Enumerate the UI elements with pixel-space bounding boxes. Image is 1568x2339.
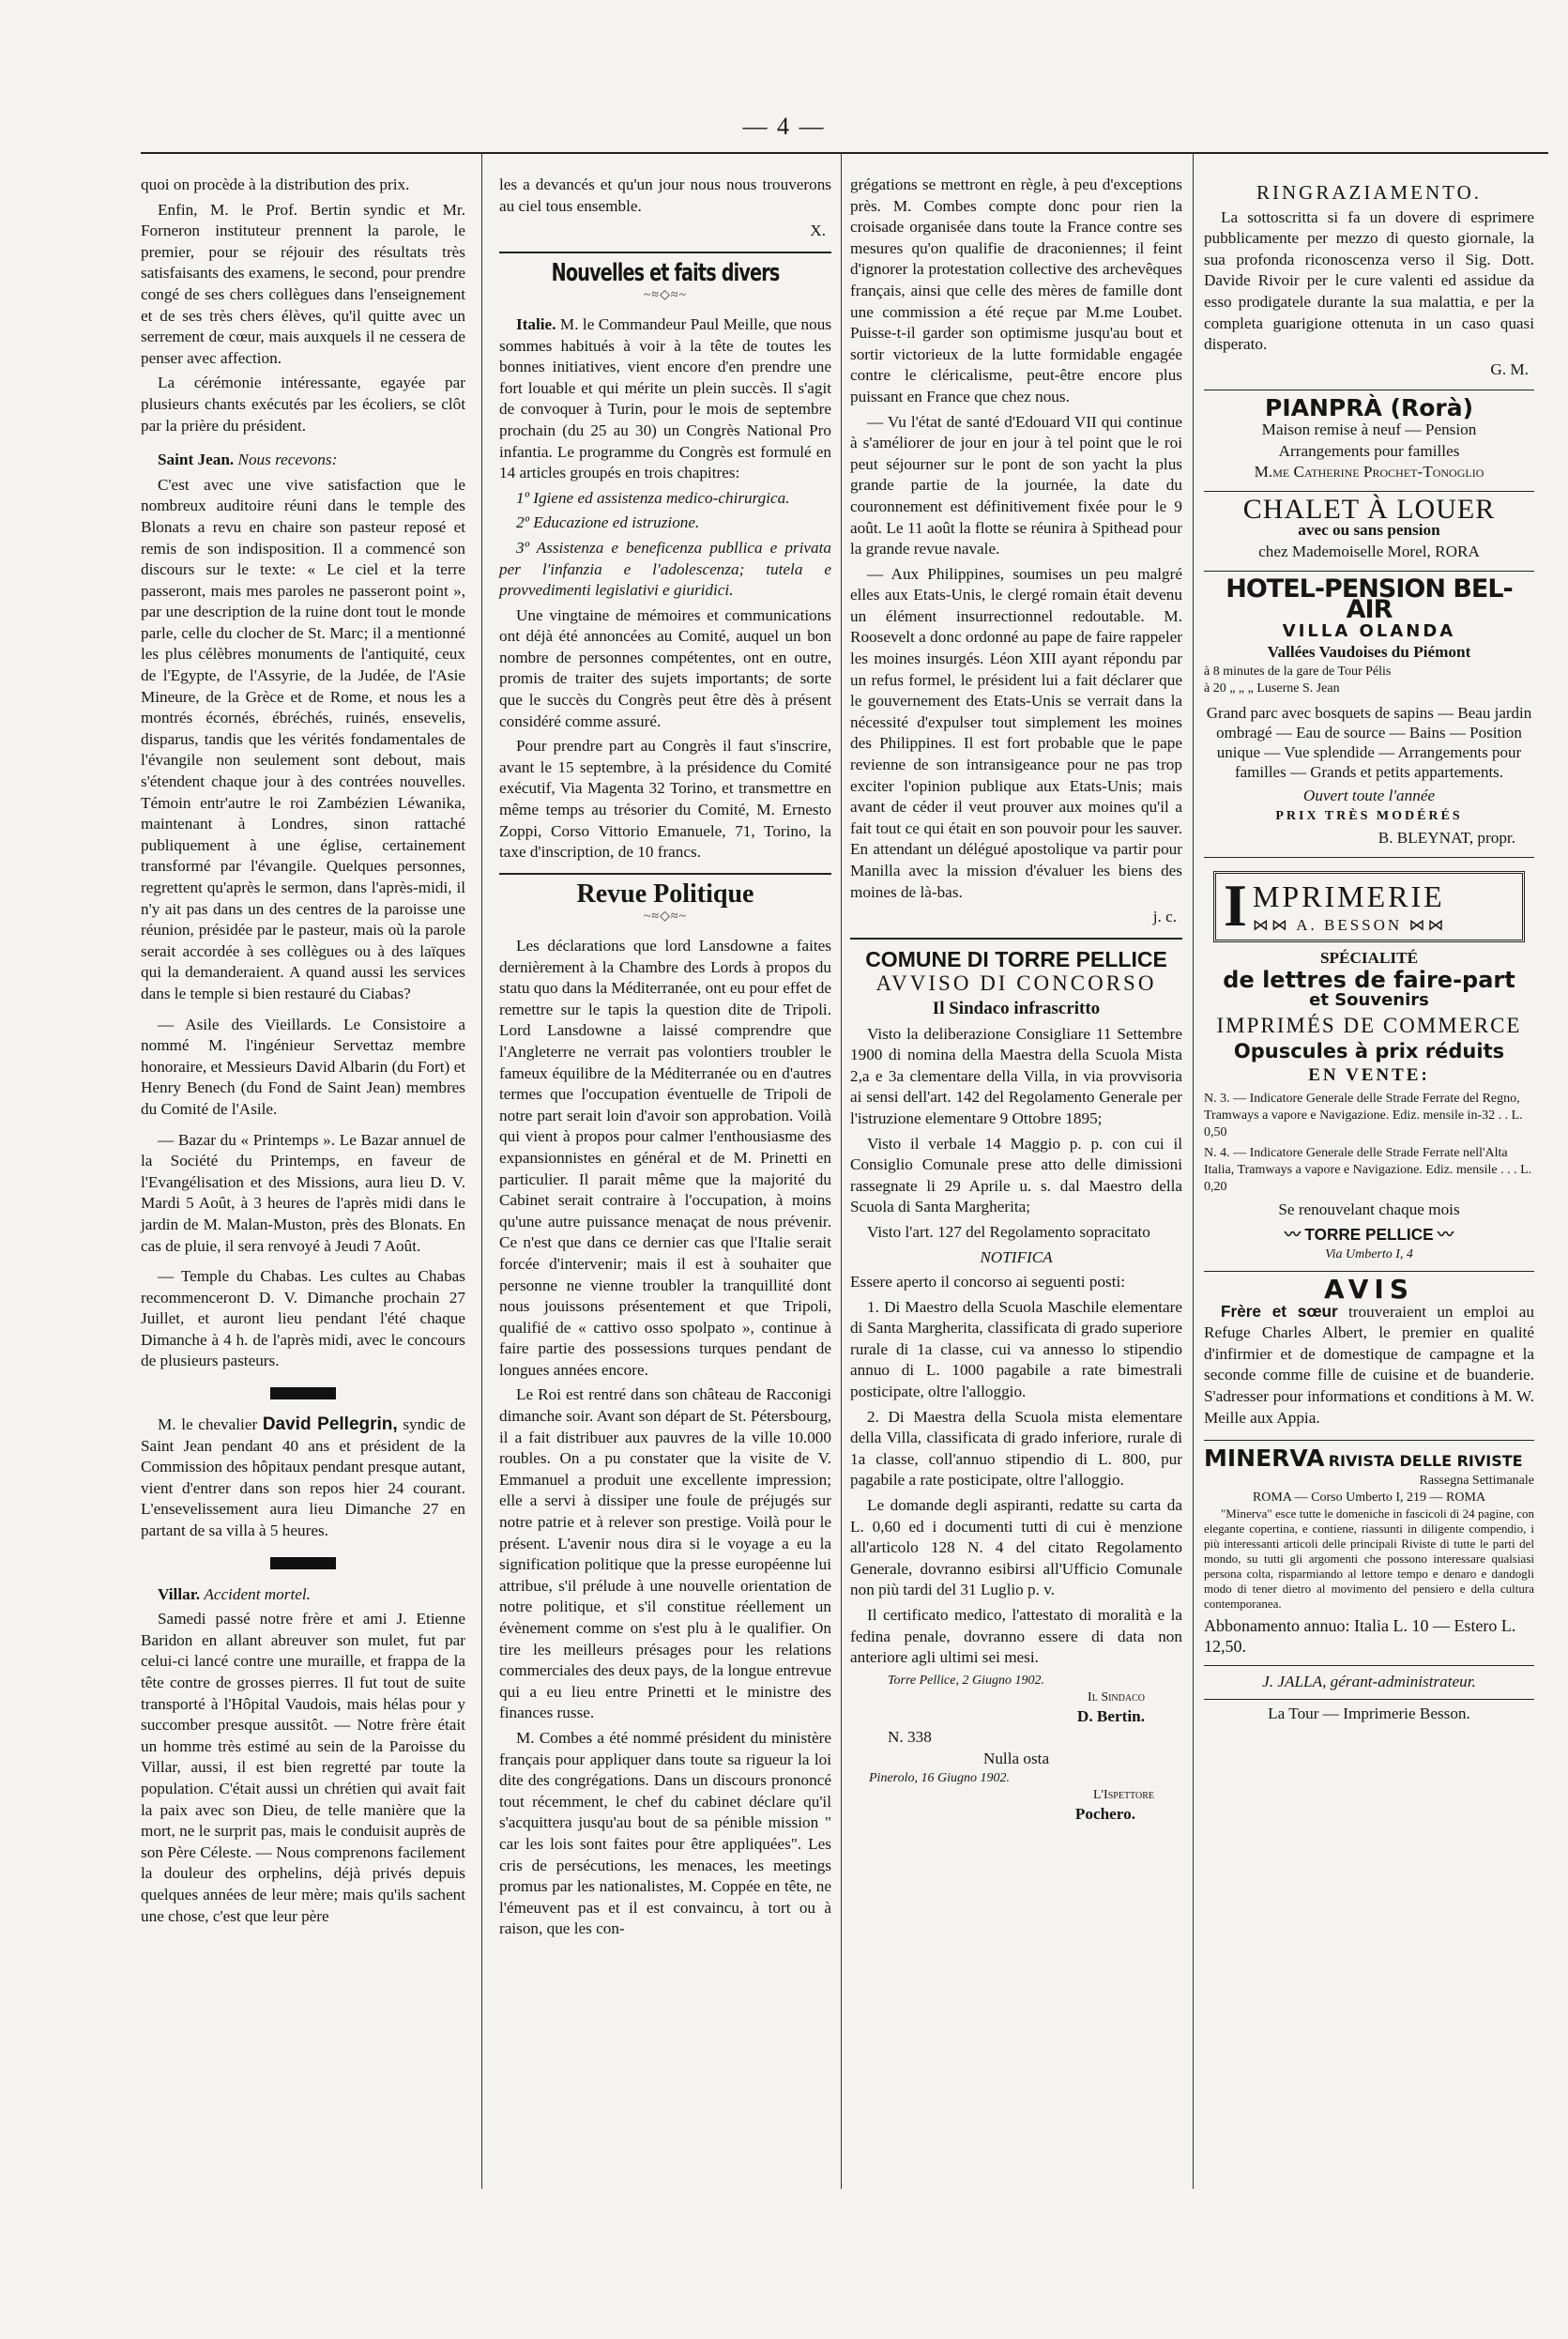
ad-line: avec ou sans pension (1298, 521, 1440, 540)
column-divider (481, 152, 482, 2189)
ad-line: 〰 TORRE PELLICE 〰 (1284, 1225, 1454, 1245)
paragraph: Enfin, M. le Prof. Bertin syndic et Mr. Forneron instituteur prennent la parole, le premier, pour se réjouir des résultats très satisfaisants des examens, le second, pour prendre congé de ses chers collègues dans l'enseignement et de ses très chers élèves, qu'il quitte avec un serrement de cœur, mais auxquels il ne cessera de penser avec affection. (141, 200, 465, 367)
sindaco-label: Il Sindaco (1088, 1689, 1145, 1705)
obit-text: syndic de Saint Jean pendant 40 ans et président de la Commission des hôpitaux pendant presque autant, vient d'entrer dans son repos hier 24 courant. L'ensevelissement aura lieu Dimanche 27 en partant de sa villa à 5 heures. (141, 1415, 466, 1540)
ad-line: à 8 minutes de la gare de Tour Pélis (1204, 664, 1392, 679)
ad-pianpra (1204, 390, 1534, 491)
avviso-title: AVVISO DI CONCORSO (875, 971, 1157, 996)
saint-jean-heading (141, 450, 465, 471)
rule (499, 873, 831, 875)
ad-line: Se renouvelant chaque mois (1278, 1200, 1460, 1218)
date-line: Pinerolo, 16 Giugno 1902. (869, 1770, 1010, 1785)
section-subkicker: Nous recevons: (237, 451, 338, 469)
ad-line: Ouvert toute l'année (1302, 786, 1436, 804)
comune-title: COMUNE DI TORRE PELLICE (865, 946, 1167, 971)
paragraph: les a devancés et qu'un jour nous nous trouverons au ciel tous ensemble. (499, 176, 831, 215)
date-line: Torre Pellice, 2 Giugno 1902. (888, 1673, 1044, 1688)
ad-line: Rassegna Settimanale (1419, 1473, 1534, 1488)
ad-imprimerie (1204, 858, 1534, 1272)
paragraph: M. Combes a été nommé président du ministère français pour appliquer dans toute sa rigueur la loi dite des congrégations. Dans un discours prononcé tout récemment, le chef du cabinet déclare qu'il s'acquittera jusqu'au bout de sa pénible mission " car les lois sont faites pour être appliquées". Les cris de persécutions, les menaces, les meetings promus par les nationalistes, M. Coppée en tête, ne l'émeuvent pas et il est convaincu, à tort ou à raison, que les con- (499, 1728, 831, 1938)
imp-name: ⋈⋈ A. BESSON ⋈⋈ (1252, 915, 1447, 934)
villar-paragraph (141, 1584, 465, 1606)
paragraph: — Vu l'état de santé d'Edouard VII qui continue à s'améliorer de jour en jour à tel point que le roi peut séjourner sur le pont de son yacht la plus grande partie de la journée, la date du couronnement est définitivement fixée pour le 9 août. Le 11 août la flotte se réunira à Spithead pour la grande revue navale. (850, 412, 1182, 558)
column-2 (499, 175, 831, 1944)
paragraph: Les déclarations que lord Lansdowne a faites dernièrement à la Chambre des Lords à propos du statu quo dans la Méditerranée, ont eu pour effet de remettre sur le tapis la question dite de Tripoli. Lord Lansdowne a laissé comprendre que l'Angleterre ne verrait pas volontiers troubler le fameux équilibre de la Méditerranée ou en d'autres termes que l'occupation éventuelle de Tripoli de notre part serait loin d'avoir son approbation. Voilà qui vient à propos pour calmer l'enthousiasme des expansionnistes en général et de M. Prinetti en particulier. Il parait même que la majorité du Cabinet serait contraire à l'occupation, à moins qu'une autre puissance menaçat de nous prévenir. Ce n'est que dans ce dernier cas que l'Italie serait forcée d'intervenir; mais il est à souhaiter que personne ne vienne troubler la tranquillité dont nous jouissons présentement et que Tripoli, qualifié de « cattivo osso spolpato », continue à faire partie des possessions turques pendant de longues années encore. (499, 937, 831, 1379)
ad-line: Vallées Vaudoises du Piémont (1267, 643, 1471, 662)
ornament: ~≈◇≈~ (643, 910, 688, 925)
ad-minerva (1204, 1441, 1534, 1666)
ad-line: de lettres de faire-part (1223, 966, 1515, 993)
list-item: 1º Igiene ed assistenza medico-chirurgica. (516, 488, 790, 507)
imp-initial: I (1224, 871, 1247, 939)
ad-line: à 20 „ „ „ Luserne S. Jean (1204, 680, 1340, 696)
paragraph: Il certificato medico, l'attestato di moralità e la fedina penale, dovranno essere di data non anteriore agli ultimi sei mesi. (850, 1606, 1182, 1667)
ad-avis (1204, 1272, 1534, 1441)
ad-text: La sottoscritta si fa un dovere di esprimere pubblicamente per mezzo di questo giornale, la sua profonda riconoscenza verso il Sig. Dott. Davide Rivoir per le cure valenti ed assidue da esso prodigatele durante la sua malattia, e per la completa guarigione ottenuta in un caso quasi disperato. (1204, 207, 1534, 354)
ad-line: chez Mademoiselle Morel, RORA (1258, 542, 1480, 560)
ad-line: M.me Catherine Prochet-Tonoglio (1254, 463, 1484, 482)
paragraph: — Asile des Vieillards. Le Consistoire a nommé M. l'ingénieur Servettaz membre honoraire, et Messieurs David Albarin (du Fort) et Henry Benech (du Fond de Saint Jean) membres du Comité de l'Asile. (141, 1015, 465, 1118)
ad-line: Opuscules à prix réduits (1233, 1039, 1505, 1062)
paragraph: C'est avec une vive satisfaction que le nombreux auditoire réuni dans le temple des Blonats a revu en chaire son pasteur reposé et remis de son indisposition. Il a commencé son discours sur le texte: « Le ciel et la terre passeront, mais mes paroles ne passeront point », par une description de la ruine dont tout le monde parle, celle du clocher de St. Marc; il a mentionné les plus célèbres monuments de l'antiquité, ceux de l'Egypte, de l'Assyrie, de la Judée, de l'Asie Mineure, de la Grèce et de Rome, et nous les a montrés écornés, ébréchés, ruinés, ensevelis, disparus, tandis que les vérités fondamentales de l'évangile non seulement sont debout, mais s'étendent chaque jour à des contrées nouvelles. Témoin entr'autre le roi Zambézien Léwanika, maintenant à Londres, sinon rattaché publiquement à une église, certainement transformé par l'évangile. Quelques personnes, regrettent qu'après le sermon, dans l'après-midi, il n'y ait pas dans un des centres de la paroisse une réunion, présidée par le pasteur, mais où la parole serait accordée à ses collègues ou à des laïques qui la demanderaient. A quand aussi les services dans le temple si bien restauré du Ciabas? (141, 475, 465, 1002)
paragraph: — Aux Philippines, soumises un peu malgré elles aux Etats-Unis, le clergé romain était devenu un élément insurrectionnel redoutable. M. Roosevelt a donc ordonné au pape de faire rappeler les moines insurgés. Léon XIII ayant répondu par un refus formel, le président lui a fait déclarer que le gouvernement des Etats-Unis se verrait dans la nécessité d'expulser tout simplement les moines des Philippines. Il est fort probable que le pape revienne de son intransigeance pour ne pas trop exciter l'opinion publique aux Etats-Unis; mais avant de céder il veut prouver aux moines qu'il a fait tout ce qui était en son pouvoir pour les sauver. En attendant un délégué apostolique va partir pour Manilla avec la mission d'évaluer les biens des moines de là-bas. (850, 564, 1182, 901)
paragraph: Le domande degli aspiranti, redatte su carta da L. 0,60 ed i documenti tutti di cui è menzione all'articolo 128 N. 4 del citato Regolamento Generale, dovranno esibirsi all'Ufficio Comunale non più tardi del 31 Luglio p. v. (850, 1496, 1182, 1599)
ad-title: RINGRAZIAMENTO. (1256, 181, 1483, 204)
footer-gerant: J. JALLA, gérant-administrateur. (1204, 1666, 1534, 1700)
paragraph: 1. Di Maestro della Scuola Maschile elementare di Santa Margherita, classificata di grado superiore rurale di 1a classe, cui va annesso lo stipendio annuo di L. 1000 pagabile a rate bimestrali posticipate, oltre l'alloggio. (850, 1297, 1182, 1401)
notifica-heading: NOTIFICA (980, 1247, 1053, 1266)
signature: j. c. (1152, 908, 1177, 926)
revue-title: Revue Politique (576, 879, 754, 909)
column-divider (841, 152, 842, 2189)
paragraph: Le Roi est rentré dans son château de Racconigi dimanche soir. Avant son départ de St. Pétersbourg, il a fait distribuer aux pauvres de la ville 10.000 roubles. On a pu constater que la visite de V. Emmanuel a produit une excellente impression; elle a servi à dissiper une foule de préjugés sur notre patrie et à relever son prestige. Voilà pour le présent. L'avenir nous dira si le voyage a eu la signification politique que la presse européenne lui attribue, s'il prélude à une nouvelle orientation de notre politique, et s'il constitue réellement un évènement comme on s'est plu à le qualifier. On tire les meilleurs présages pour les relations commerciales des deux pays, de la longue entrevue qui a eu lieu entre Prinetti et le ministre des finances russe. (499, 1385, 831, 1722)
ispettore-label: L'Ispettore (1092, 1787, 1154, 1802)
paragraph: Visto il verbale 14 Maggio p. p. con cui il Consiglio Comunale prese atto delle dimissioni rassegnate li 29 Aprile u. s. dal Maestro della Scuola di Santa Margherita; (850, 1134, 1182, 1216)
rule (850, 938, 1182, 940)
italie-paragraph: Italie. M. le Commandeur Paul Meille, que nous sommes habitués à voir à la tête de toutes les bonnes initiatives, vient encore d'en prendre une fort louable et qui mérite un plein succès. Il s'agit de convoquer à Turin, pour le mois de septembre prochain (du 25 au 30) un Congrès National Pro infantia. Le programme du Congrès est formulé en 14 articles groupés en trois chapitres: (499, 314, 832, 482)
paragraph: Une vingtaine de mémoires et communications ont déjà été annoncées au Comité, auquel un bon nombre de personnes compétentes, ont en outre, promis de traiter des sujets importants; de sorte que le succès du Congrès peut être dès à présent considéré comme assuré. (499, 605, 831, 730)
ad-line: PRIX TRÈS MODÉRÉS (1275, 809, 1463, 824)
ad-text: "Minerva" esce tutte le domeniche in fascicoli di 24 pagine, con elegante copertina, e contiene, riassunti in diligente compendio, i più interessanti articoli delle principali Riviste di tutte le parti del mondo, su tutti gli argomenti che possono interessare qualsiasi persona colta, risparmiando al lettore tempo e denaro e dandogli modo di tener dietro al movimento del pensiero e della cultura contemporanea. (1204, 1506, 1534, 1611)
signature: G. M. (1490, 359, 1529, 378)
ispettore-name: Pochero. (1074, 1804, 1135, 1823)
obituary (141, 1414, 465, 1542)
ad-line: SPÉCIALITÉ (1319, 949, 1419, 968)
rule (499, 252, 831, 253)
ad-title: HOTEL-PENSION BEL-AIR (1225, 573, 1513, 625)
column-4 (1204, 175, 1534, 1728)
ornament: ~≈◇≈~ (643, 288, 688, 303)
obit-pre: M. le chevalier (158, 1415, 258, 1434)
paragraph: La cérémonie intéressante, egayée par plusieurs chants exécutés par les écoliers, se clôt par la prière du président. (141, 374, 465, 435)
ad-text: N. 3. — Indicatore Generale delle Strade Ferrate del Regno, Tramways a vapore e Navigazione. Ediz. mensile in-32 . . L. 0,50 (1204, 1091, 1523, 1139)
ad-text: Grand parc avec bosquets de sapins — Beau jardin ombragé — Eau de source — Bains — Position unique — Vue splendide — Arrangements pour familles — Grands et petits appartements. (1206, 703, 1532, 781)
ad-line: Maison remise à neuf — Pension (1261, 420, 1477, 438)
list-item: 2º Educazione ed istruzione. (516, 513, 700, 532)
imp-rest: MPRIMERIE (1252, 879, 1445, 913)
page-number: — 4 — (742, 113, 826, 140)
paragraph: — Bazar du « Printemps ». Le Bazar annuel de la Société du Printemps, en faveur de l'Evangélisation et des Missions, aura lieu D. V. Mardi 5 Août, à 3 heures de l'après midi dans le jardin de M. Malan-Muston, près des Blonats. En cas de pluie, il sera renvoyé à Jeudi 7 Août. (141, 1130, 465, 1255)
paragraph: Visto l'art. 127 del Regolamento sopracitato (867, 1222, 1150, 1241)
imprimerie-logo (1213, 871, 1525, 943)
paragraph: — Temple du Chabas. Les cultes au Chabas recommenceront D. V. Dimanche prochain 27 Juillet, et auront lieu pendant l'été chaque Dimanche à 4 h. de l'après midi, avec le concours de plusieurs pasteurs. (141, 1267, 465, 1370)
protocol-number: N. 338 (888, 1728, 932, 1747)
section-kicker: Villar. (158, 1584, 201, 1603)
top-rule (141, 152, 1548, 154)
ad-title: CHALET À LOUER (1242, 493, 1496, 525)
ad-line: Abbonamento annuo: Italia L. 10 — Estero L. 12,50. (1204, 1615, 1516, 1657)
ad-ringraziamento (1204, 175, 1534, 390)
obit-name: David Pellegrin, (262, 1414, 398, 1435)
sindaco-name: D. Bertin. (1076, 1706, 1145, 1725)
paragraph: quoi on procède à la distribution des prix. (141, 176, 410, 193)
paragraph: 2. Di Maestra della Scuola mista elementare della Villa, classificata di grado inferiore, rurale di 1a classe, coll'annuo stipendio di L. 800, pur pagabile a rate posticipate, oltre l'alloggio. (850, 1407, 1182, 1490)
ad-chalet (1204, 492, 1534, 572)
ad-line: B. BLEYNAT, propr. (1378, 829, 1515, 848)
ad-line: Arrangements pour familles (1278, 441, 1460, 460)
ad-line: et Souvenirs (1309, 990, 1429, 1011)
ad-title: PIANPRÀ (Rorà) (1265, 394, 1473, 422)
ad-text: N. 4. — Indicatore Generale delle Strade Ferrate nell'Alta Italia, Tramways a vapore e Navigazione. Ediz. mensile . . . L. 0,20 (1204, 1145, 1532, 1194)
paragraph: Visto la deliberazione Consigliare 11 Settembre 1900 di nomina della Maestra della Scuola Mista 2,a e 3a clementare della Villa, in via provvisoria ai sensi dell'art. 142 del Regolamento Generale per l'istruzione elementare 9 Ottobre 1895; (850, 1024, 1182, 1127)
list-item: 3º Assistenza e beneficenza publlica e privata per l'infanzia e l'adolescenza; tutela e provvedimenti legislativi e giuridici. (499, 538, 831, 600)
paragraph: Essere aperto il concorso ai seguenti posti: (850, 1273, 1126, 1292)
footer-printer: La Tour — Imprimerie Besson. (1268, 1704, 1470, 1722)
column-1 (141, 175, 465, 1931)
section-kicker: Saint Jean. (158, 451, 235, 469)
ad-line: Via Umberto I, 4 (1325, 1247, 1413, 1261)
section-subkicker: Accident mortel. (204, 1584, 311, 1603)
paragraph: Pour prendre part au Congrès il faut s'inscrire, avant le 15 septembre, à la présidence du Comité exécutif, Via Magenta 32 Torino, et transmettre en même temps au trésorier du Comité, M. Ernesto Zoppi, Corso Vittorio Emanuele, 71, Torino, la taxe d'inscription, de 10 francs. (499, 737, 831, 862)
ad-title: AVIS (1323, 1274, 1415, 1305)
nulla-osta: Nulla osta (982, 1749, 1050, 1767)
ad-hotel (1204, 572, 1534, 858)
column-3 (850, 175, 1182, 1825)
ad-line: EN VENTE: (1308, 1065, 1430, 1086)
signature: X. (810, 222, 826, 240)
black-bar (270, 1387, 336, 1399)
paragraph: Samedi passé notre frère et ami J. Etienne Baridon en allant abreuver son mulet, fut par celui-ci lancé contre une muraille, et frappa de la tête contre de grosses pierres. Il fut tout de suite transporté à l'Hôpital Vaudois, mais hélas pour y succomber presque aussitôt. — Notre frère était un homme très estimé au sein de la Paroisse du Villar, aussi, il est bien regretté par toute la population. C'était aussi un chrétien qui avait fait la paix avec son Dieu, de telle manière que la mort, ne le surprit pas, mais le conduisit auprès de son Père Céleste. — Nous comprenons facilement la douleur des orphelins, déjà privés depuis quelques années de leur mère; mais qu'ils sachent une chose, c'est que leur père (141, 1610, 465, 1925)
ad-subtitle: VILLA OLANDA (1282, 620, 1456, 641)
ad-text: Frère et sœur trouveraient un emploi au Refuge Charles Albert, le premier en qualité d'infirmier et de domestique de campagne et la seconde comme fille de cuisine et de buanderie. S'adresser pour informations et conditions à M. W. Meille aux Appia. (1204, 1301, 1535, 1427)
paragraph: grégations se mettront en règle, à peu d'exceptions près. M. Combes compte donc pour rien la croisade organisée dans toute la France contre ses mesures qu'on qualifie de draconiennes; il feint d'ignorer la protestation collective des archevêques français, ainsi que celle des mères de famille dont une commission a été reçue par M.me Loubet. Puisse-t-il garder son optimisme jusqu'au bout et sortir victorieux de la lutte formidable engagée contre le cléricalisme, peut-être encore plus puissant en France que chez nous. (850, 176, 1182, 405)
column-divider (1193, 152, 1194, 2189)
minerva-header: MINERVA RIVISTA DELLE RIVISTE (1204, 1445, 1523, 1473)
sindaco-heading: Il Sindaco infrascritto (932, 998, 1101, 1018)
nouvelles-title: Nouvelles et faits divers (551, 258, 780, 287)
ad-line: ROMA — Corso Umberto I, 219 — ROMA (1252, 1490, 1486, 1505)
black-bar (270, 1557, 336, 1569)
ad-line: IMPRIMÉS DE COMMERCE (1216, 1014, 1522, 1038)
